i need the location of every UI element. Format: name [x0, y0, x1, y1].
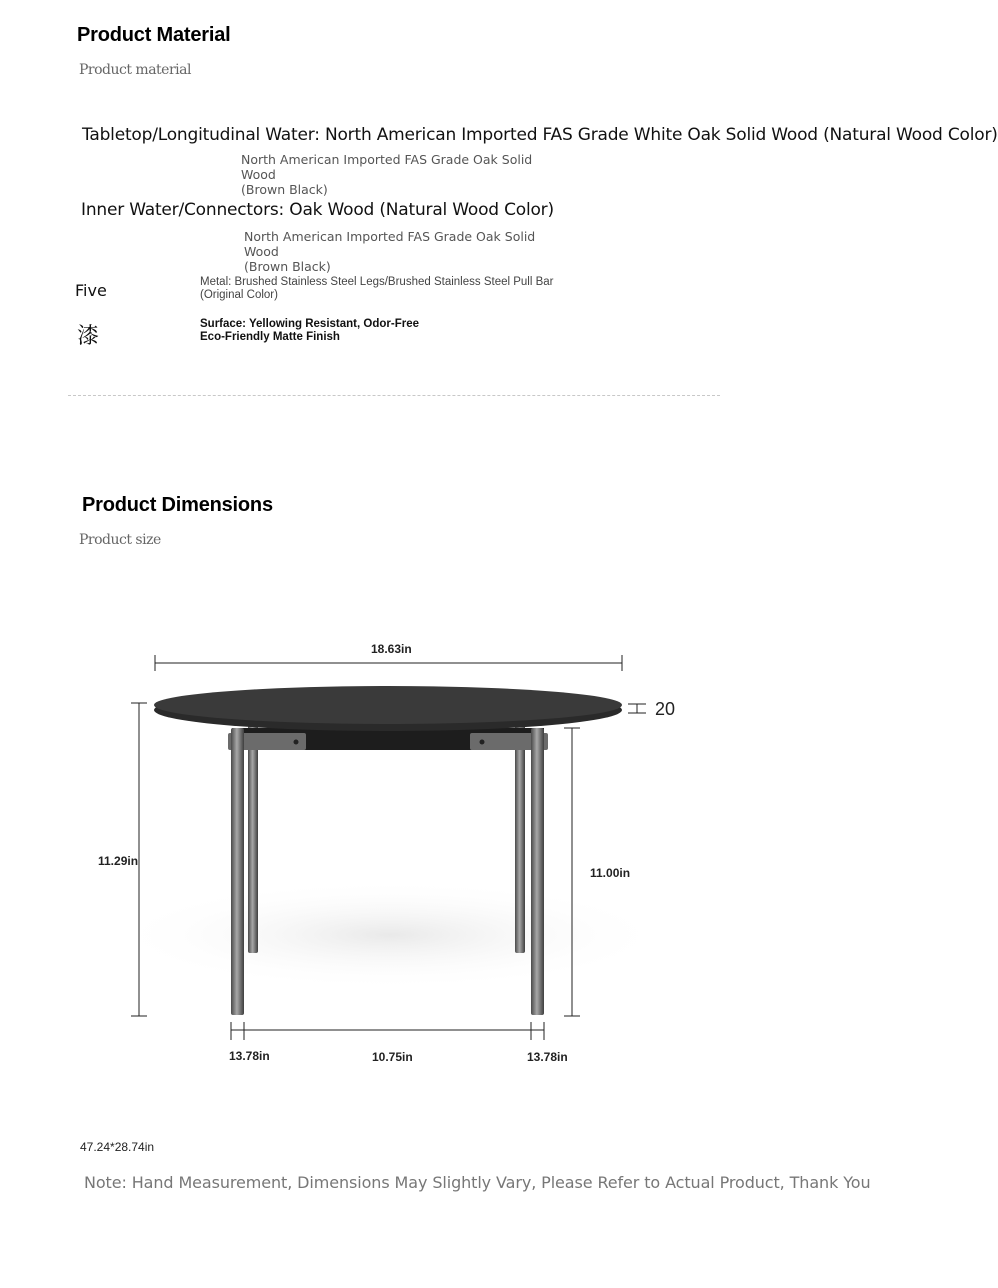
width-label: 18.63in [371, 642, 412, 656]
width-dimension-line [155, 655, 622, 671]
inner-detail [244, 229, 574, 274]
tabletop-detail-line2: (Brown Black) [241, 182, 328, 197]
tabletop-surface [154, 686, 622, 724]
table-dimension-figure [0, 600, 790, 1080]
leg-left-label: 13.78in [229, 1049, 270, 1063]
metal-material [200, 276, 590, 302]
front-right-leg [531, 728, 544, 1015]
back-right-leg [515, 725, 525, 953]
tabletop-detail [241, 152, 571, 197]
material-title: Product Material [77, 24, 231, 46]
measurement-note: Note: Hand Measurement, Dimensions May Slightly Vary, Please Refer to Actual Product, Thank You [84, 1173, 871, 1192]
inner-detail-line2: (Brown Black) [244, 259, 331, 274]
surface-line2: Eco-Friendly Matte Finish [200, 331, 340, 343]
tabletop-material: Tabletop/Longitudinal Water: North American Imported FAS Grade White Oak Solid Wood (Natural Wood Color) [82, 125, 998, 145]
tabletop-detail-line1: North American Imported FAS Grade Oak Solid Wood [241, 152, 533, 182]
section-divider [68, 395, 720, 396]
five-label: Five [75, 281, 107, 300]
dimensions-subtitle: Product size [79, 532, 161, 548]
dimensions-title: Product Dimensions [82, 494, 273, 516]
back-left-leg [248, 725, 258, 953]
surface-material [200, 318, 590, 344]
metal-line1: Metal: Brushed Stainless Steel Legs/Brushed Stainless Steel Pull Bar [200, 276, 554, 288]
material-subtitle: Product material [79, 62, 191, 78]
total-height-label: 11.29in [98, 854, 139, 868]
floor-shadow [110, 880, 670, 990]
leg-height-label: 11.00in [590, 866, 631, 880]
metal-line2: (Original Color) [200, 289, 278, 301]
paint-label: 漆 [77, 324, 100, 349]
overall-size: 47.24*28.74in [80, 1140, 155, 1154]
thickness-label: 20 [655, 699, 676, 719]
inner-material: Inner Water/Connectors: Oak Wood (Natural Wood Color) [81, 200, 554, 220]
leg-right-label: 13.78in [527, 1050, 568, 1064]
leg-span-label: 10.75in [372, 1050, 413, 1064]
leg-span-dimension-line [231, 1022, 544, 1040]
front-left-leg [231, 728, 244, 1015]
thickness-marker [628, 704, 646, 713]
surface-line1: Surface: Yellowing Resistant, Odor-Free [200, 318, 419, 330]
inner-detail-line1: North American Imported FAS Grade Oak Solid Wood [244, 229, 536, 259]
